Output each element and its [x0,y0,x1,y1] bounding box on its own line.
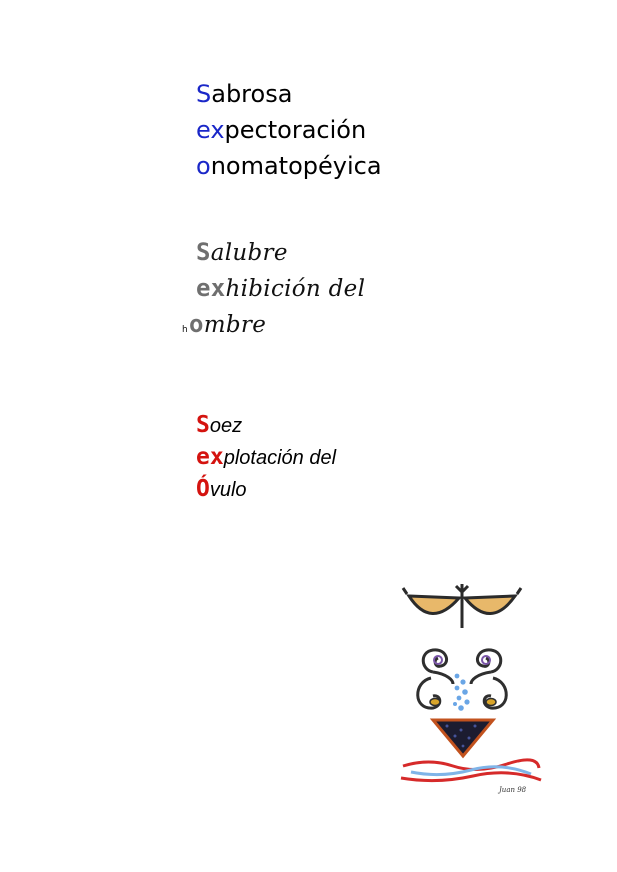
line-text: abrosa [211,80,293,108]
poem-line [196,82,382,118]
triangle-drawing [433,720,493,756]
left-eye-dot [430,699,440,706]
initial-letters: Ó [196,476,210,502]
initial-letters: S [196,412,210,438]
stanza-sabrosa [196,82,382,190]
stanza-soez [196,414,336,510]
line-text: alubre [210,240,288,266]
prefix-letter: h [182,325,189,335]
line-text: hibición del [225,276,366,302]
initial-letters: ex [196,116,225,144]
right-eye-dot [486,699,496,706]
poem-line [196,118,382,154]
initial-letters: S [196,238,211,266]
line-text: nomatopéyica [210,152,382,180]
initial-letters: ex [196,444,224,470]
poem-line [182,310,365,348]
face-illustration [381,578,551,798]
breasts-drawing [403,584,521,628]
initial-letters: o [196,152,211,180]
poem-line [196,478,336,510]
line-text: vulo [209,479,247,501]
initial-letters: S [196,80,212,108]
line-text: pectoración [224,116,367,144]
stanza-salubre [182,238,366,348]
waves-drawing [401,760,541,781]
poem-line [196,276,365,312]
line-text: oez [209,415,243,437]
poem-line [196,154,382,190]
signature: Juan 98 [499,786,527,794]
poem-line [196,446,336,478]
initial-letters: ex [196,274,226,302]
line-text: plotación del [223,447,337,469]
initial-letters: o [189,310,204,338]
bubbles-drawing [453,674,470,711]
poem-line [196,240,365,276]
line-text: mbre [203,312,267,338]
poem-line [196,414,336,446]
